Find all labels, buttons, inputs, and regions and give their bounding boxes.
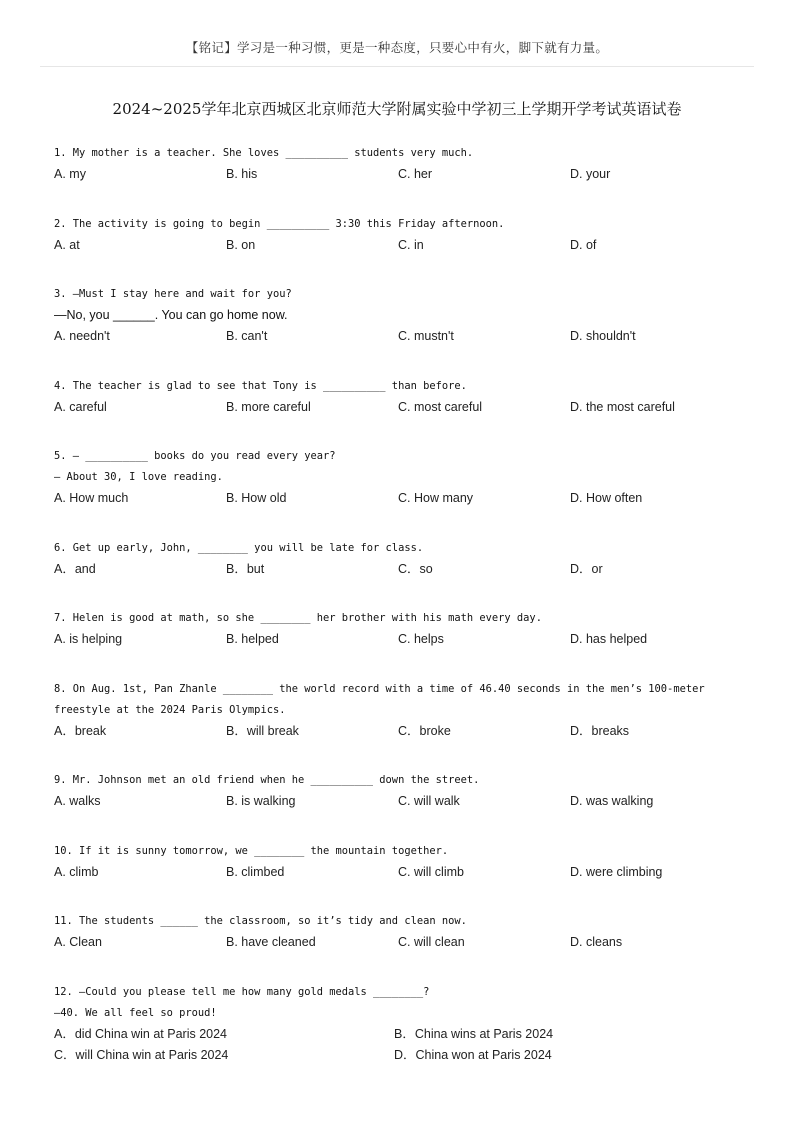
option-d: D. has helped bbox=[570, 632, 648, 646]
option-a: A．did China win at Paris 2024 bbox=[54, 1026, 228, 1041]
option-d: D．China won at Paris 2024 bbox=[394, 1047, 552, 1062]
option-d: D. shouldn't bbox=[570, 329, 636, 343]
options-row bbox=[54, 932, 744, 953]
question-stem: 5. — __________ books do you read every year? bbox=[54, 450, 336, 462]
option-d: D. the most careful bbox=[570, 399, 675, 414]
option-c: C. How many bbox=[398, 491, 474, 505]
options-row-2 bbox=[54, 1045, 744, 1066]
option-b: B．China wins at Paris 2024 bbox=[394, 1026, 554, 1041]
options-row bbox=[54, 559, 744, 580]
options-row bbox=[54, 235, 744, 256]
option-b: B. have cleaned bbox=[226, 935, 316, 949]
options-row bbox=[54, 488, 744, 509]
option-c: C. mustn't bbox=[398, 329, 454, 343]
question-stem: 4. The teacher is glad to see that Tony is __________ than before. bbox=[54, 379, 467, 392]
options-row-1 bbox=[54, 1024, 744, 1045]
options-row bbox=[54, 326, 744, 347]
options-row bbox=[54, 397, 744, 418]
options-row bbox=[54, 164, 744, 185]
motto-header: 【铭记】学习是一种习惯，更是一种态度，只要心中有火，脚下就有力量。 bbox=[185, 40, 609, 55]
option-d: D. were climbing bbox=[570, 864, 663, 879]
question-stem: 2. The activity is going to begin __________ 3:30 this Friday afternoon. bbox=[54, 217, 505, 230]
question-1 bbox=[54, 143, 744, 214]
option-c: C. in bbox=[398, 237, 424, 252]
header-divider bbox=[40, 66, 754, 67]
option-a: A. my bbox=[54, 167, 86, 181]
question-stem: 12. —Could you please tell me how many gold medals ________? bbox=[54, 985, 430, 998]
option-c: C. will clean bbox=[398, 935, 465, 949]
options-row bbox=[54, 791, 744, 812]
option-a: A. climb bbox=[54, 864, 99, 879]
option-b: B. can't bbox=[226, 329, 268, 343]
options-row bbox=[54, 721, 744, 742]
option-a: A. at bbox=[54, 237, 80, 252]
question-4 bbox=[54, 376, 744, 447]
option-c: C. will walk bbox=[398, 794, 460, 808]
option-a: A. Clean bbox=[54, 935, 102, 949]
question-stem: 11. The students ______ the classroom, so it’s tidy and clean now. bbox=[54, 915, 467, 927]
question-stem-line2: — About 30, I love reading. bbox=[54, 471, 223, 483]
question-2 bbox=[54, 214, 744, 285]
option-c: C．so bbox=[398, 561, 433, 576]
option-b: B. his bbox=[226, 167, 258, 181]
question-stem-line2: freestyle at the 2024 Paris Olympics. bbox=[54, 703, 286, 716]
option-b: B. helped bbox=[226, 632, 279, 646]
option-c: C．will China win at Paris 2024 bbox=[54, 1047, 229, 1062]
question-stem: 3. —Must I stay here and wait for you? bbox=[54, 288, 292, 300]
question-stem: 1. My mother is a teacher. She loves __________ students very much. bbox=[54, 147, 474, 159]
option-d: D. cleans bbox=[570, 935, 623, 949]
option-b: B．but bbox=[226, 561, 265, 576]
question-stem: 7. Helen is good at math, so she ________ her brother with his math every day. bbox=[54, 612, 542, 624]
question-12 bbox=[54, 982, 744, 1074]
question-stem-line2: —No, you ______. You can go home now. bbox=[54, 308, 288, 322]
option-a: A. careful bbox=[54, 399, 107, 414]
question-8 bbox=[54, 679, 744, 771]
option-a: A. needn't bbox=[54, 329, 110, 343]
question-stem: 6. Get up early, John, ________ you will be late for class. bbox=[54, 541, 424, 554]
option-c: C. will climb bbox=[398, 864, 464, 879]
option-d: D. was walking bbox=[570, 794, 654, 808]
option-d: D. your bbox=[570, 167, 611, 181]
options-row bbox=[54, 629, 744, 650]
question-7 bbox=[54, 608, 744, 679]
option-c: C. helps bbox=[398, 632, 444, 646]
option-a: A. walks bbox=[54, 794, 101, 808]
question-stem-line2: —40. We all feel so proud! bbox=[54, 1006, 217, 1019]
option-b: B. more careful bbox=[226, 399, 311, 414]
option-a: A. How much bbox=[54, 491, 129, 505]
question-10 bbox=[54, 841, 744, 912]
exam-title: 2024~2025学年北京西城区北京师范大学附属实验中学初三上学期开学考试英语试卷 bbox=[112, 100, 682, 118]
option-b: B. is walking bbox=[226, 794, 296, 808]
options-row bbox=[54, 862, 744, 883]
option-b: B．will break bbox=[226, 723, 299, 738]
question-stem: 9. Mr. Johnson met an old friend when he __________ down the street. bbox=[54, 774, 480, 786]
option-a: A．and bbox=[54, 561, 96, 576]
question-6 bbox=[54, 538, 744, 609]
question-3 bbox=[54, 284, 744, 376]
option-a: A. is helping bbox=[54, 632, 123, 646]
option-c: C. most careful bbox=[398, 399, 483, 414]
question-list bbox=[54, 143, 744, 1073]
option-c: C. her bbox=[398, 167, 433, 181]
option-d: D. of bbox=[570, 237, 597, 252]
question-11 bbox=[54, 911, 744, 982]
option-b: B. climbed bbox=[226, 864, 285, 879]
option-b: B. on bbox=[226, 237, 256, 252]
option-a: A．break bbox=[54, 723, 107, 738]
question-9 bbox=[54, 770, 744, 841]
question-stem: 8. On Aug. 1st, Pan Zhanle ________ the world record with a time of 46.40 seconds in the men’s 100-meter bbox=[54, 682, 705, 695]
option-d: D．breaks bbox=[570, 723, 630, 738]
question-5 bbox=[54, 446, 744, 538]
option-d: D. How often bbox=[570, 491, 643, 505]
question-stem: 10. If it is sunny tomorrow, we ________ the mountain together. bbox=[54, 844, 449, 857]
option-c: C．broke bbox=[398, 723, 451, 738]
option-d: D．or bbox=[570, 561, 603, 576]
option-b: B. How old bbox=[226, 491, 287, 505]
